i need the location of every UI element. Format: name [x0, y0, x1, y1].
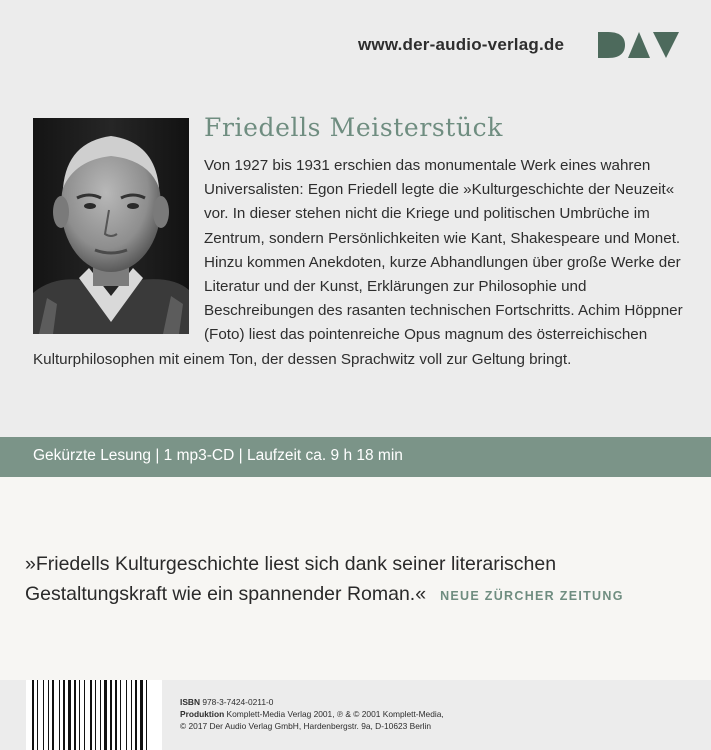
barcode-bar — [37, 680, 38, 750]
barcode-bar — [48, 680, 49, 750]
barcode-bar — [90, 680, 92, 750]
product-info: Gekürzte Lesung | 1 mp3-CD | Laufzeit ca. 9 h 18 min — [33, 447, 403, 464]
barcode-bar — [140, 680, 143, 750]
imprint-text — [180, 696, 444, 732]
barcode-bar — [43, 680, 44, 750]
barcode-bar — [74, 680, 76, 750]
info-band — [0, 437, 711, 477]
description-text — [33, 154, 683, 372]
barcode-bar — [52, 680, 54, 750]
barcode-bar — [135, 680, 137, 750]
barcode-bar — [95, 680, 96, 750]
press-quote — [25, 549, 685, 611]
barcode-bar — [110, 680, 112, 750]
barcode-bar — [84, 680, 85, 750]
barcode-bar — [131, 680, 132, 750]
barcode-bar — [126, 680, 127, 750]
copyright-line: © 2017 Der Audio Verlag GmbH, Hardenbergstr. 9a, D-10623 Berlin — [180, 721, 432, 731]
barcode-bar — [100, 680, 101, 750]
description-body: Von 1927 bis 1931 erschien das monumentale Werk eines wahren Universalisten: Egon Friedell legte die »Kulturgeschichte der Neuzeit« vor. In dieser stehen nicht die Kriege und politischen Umbrüche im Zentrum, sondern Persönlichkeiten wie Kant, Shakespeare und Monet. Hinzu kommen Anekdoten, kurze Abhandlungen über große Werke der Literatur und der Kunst, Erklärungen zur Philosophie und Beschreibungen des rasanten technischen Fortschritts. Achim Höppner (Foto) liest das pointenreiche Opus magnum des österreichischen Kulturphilosophen mit einem Ton, der dessen Sprachwitz voll zur Geltung bringt. — [33, 157, 683, 368]
barcode-bar — [68, 680, 71, 750]
barcode-bar — [120, 680, 121, 750]
production-line: Produktion Komplett-Media Verlag 2001, ℗ & © 2001 Komplett-Media, — [180, 709, 444, 719]
barcode-bar — [32, 680, 34, 750]
quote-source: NEUE ZÜRCHER ZEITUNG — [440, 589, 624, 603]
barcode — [26, 680, 162, 750]
barcode-bar — [104, 680, 107, 750]
barcode-bar — [115, 680, 117, 750]
photo-spacer — [33, 154, 204, 340]
imprint-section — [0, 680, 711, 750]
section-title: Friedells Meisterstück — [204, 113, 503, 142]
quote-text: »Friedells Kulturgeschichte liest sich dank seiner literarischen Gestaltungskraft wie ein spannender Roman.« — [25, 553, 557, 605]
barcode-bar — [63, 680, 65, 750]
barcode-bar — [146, 680, 147, 750]
barcode-bar — [59, 680, 60, 750]
barcode-bar — [79, 680, 80, 750]
isbn-line: ISBN 978-3-7424-0211-0 — [180, 697, 274, 707]
publisher-url[interactable]: www.der-audio-verlag.de — [358, 35, 565, 54]
quote-section — [0, 477, 711, 680]
dav-logo — [598, 30, 680, 60]
